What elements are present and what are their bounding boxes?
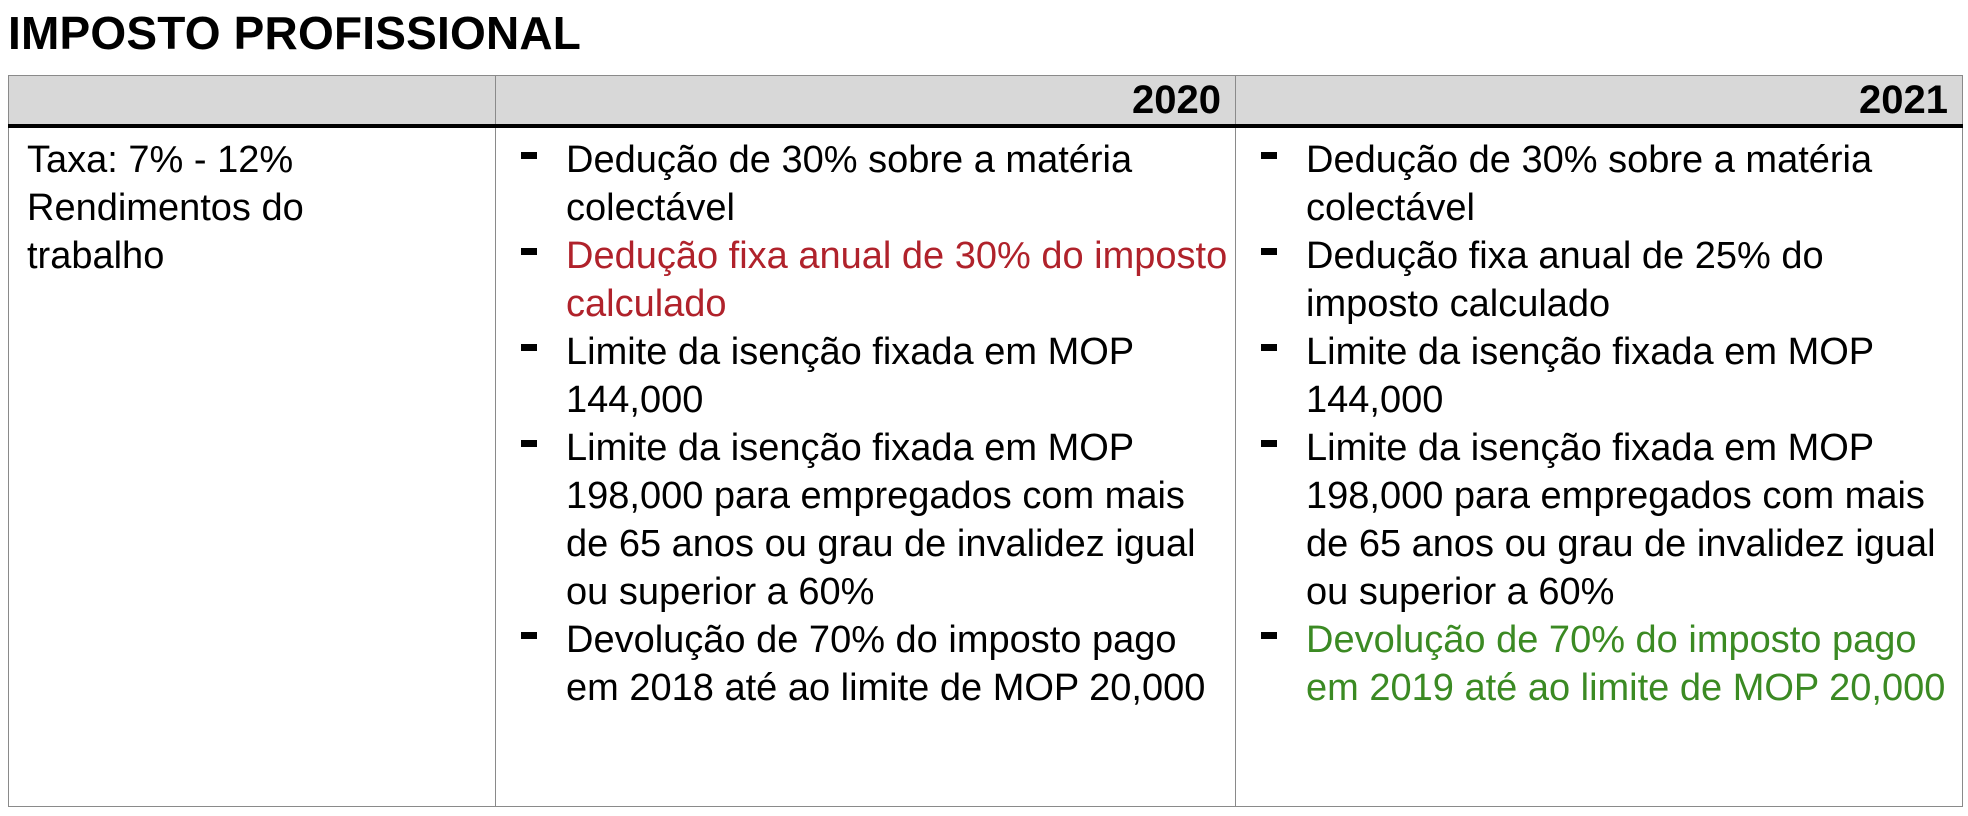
list-item: [566, 616, 1229, 712]
list-item: [1306, 232, 1956, 328]
header-empty: [9, 76, 496, 127]
item-text: Devolução de 70% do imposto pago em 2019 até ao limite de MOP 20,000: [1306, 619, 1946, 709]
item-text: Dedução de 30% sobre a matéria colectável: [566, 139, 1133, 229]
list-item: [566, 424, 1229, 616]
list-item: [1306, 424, 1956, 616]
income-label-line-1: Rendimentos do: [27, 187, 304, 229]
item-text: Limite da isenção fixada em MOP 198,000 para empregados com mais de 65 anos ou grau de invalidez igual ou superior a 60%: [566, 427, 1196, 613]
item-text: Limite da isenção fixada em MOP 144,000: [566, 331, 1134, 421]
list-item-highlighted-green: [1306, 616, 1956, 712]
list-item: [1306, 136, 1956, 232]
dash-bullet-icon: [1261, 248, 1277, 255]
cell-2021: [1236, 126, 1963, 807]
dash-bullet-icon: [1261, 152, 1277, 159]
table-header-row: [9, 76, 1963, 127]
list-2021: [1236, 128, 1962, 712]
item-text: Dedução de 30% sobre a matéria colectável: [1306, 139, 1873, 229]
page-title: IMPOSTO PROFISSIONAL: [8, 7, 582, 59]
tax-label-cell: [9, 126, 496, 807]
item-text: Limite da isenção fixada em MOP 198,000 para empregados com mais de 65 anos ou grau de invalidez igual ou superior a 60%: [1306, 427, 1936, 613]
item-text: Limite da isenção fixada em MOP 144,000: [1306, 331, 1874, 421]
item-text: Dedução fixa anual de 30% do imposto calculado: [566, 235, 1228, 325]
list-item: [566, 328, 1229, 424]
dash-bullet-icon: [1261, 440, 1277, 447]
tax-comparison-table: [8, 75, 1963, 807]
list-item-highlighted-red: [566, 232, 1229, 328]
item-text: Dedução fixa anual de 25% do imposto calculado: [1306, 235, 1824, 325]
list-2020: [496, 128, 1235, 712]
cell-2020: [496, 126, 1236, 807]
table-row: [9, 126, 1963, 807]
list-item: [566, 136, 1229, 232]
dash-bullet-icon: [521, 152, 537, 159]
tax-rate-label: Taxa: 7% - 12%: [27, 139, 294, 181]
dash-bullet-icon: [521, 632, 537, 639]
dash-bullet-icon: [521, 344, 537, 351]
item-text: Devolução de 70% do imposto pago em 2018 até ao limite de MOP 20,000: [566, 619, 1206, 709]
dash-bullet-icon: [521, 440, 537, 447]
header-2020: 2020: [496, 76, 1236, 127]
list-item: [1306, 328, 1956, 424]
dash-bullet-icon: [1261, 632, 1277, 639]
income-label-line-2: trabalho: [27, 235, 165, 277]
header-2021: 2021: [1236, 76, 1963, 127]
dash-bullet-icon: [521, 248, 537, 255]
dash-bullet-icon: [1261, 344, 1277, 351]
